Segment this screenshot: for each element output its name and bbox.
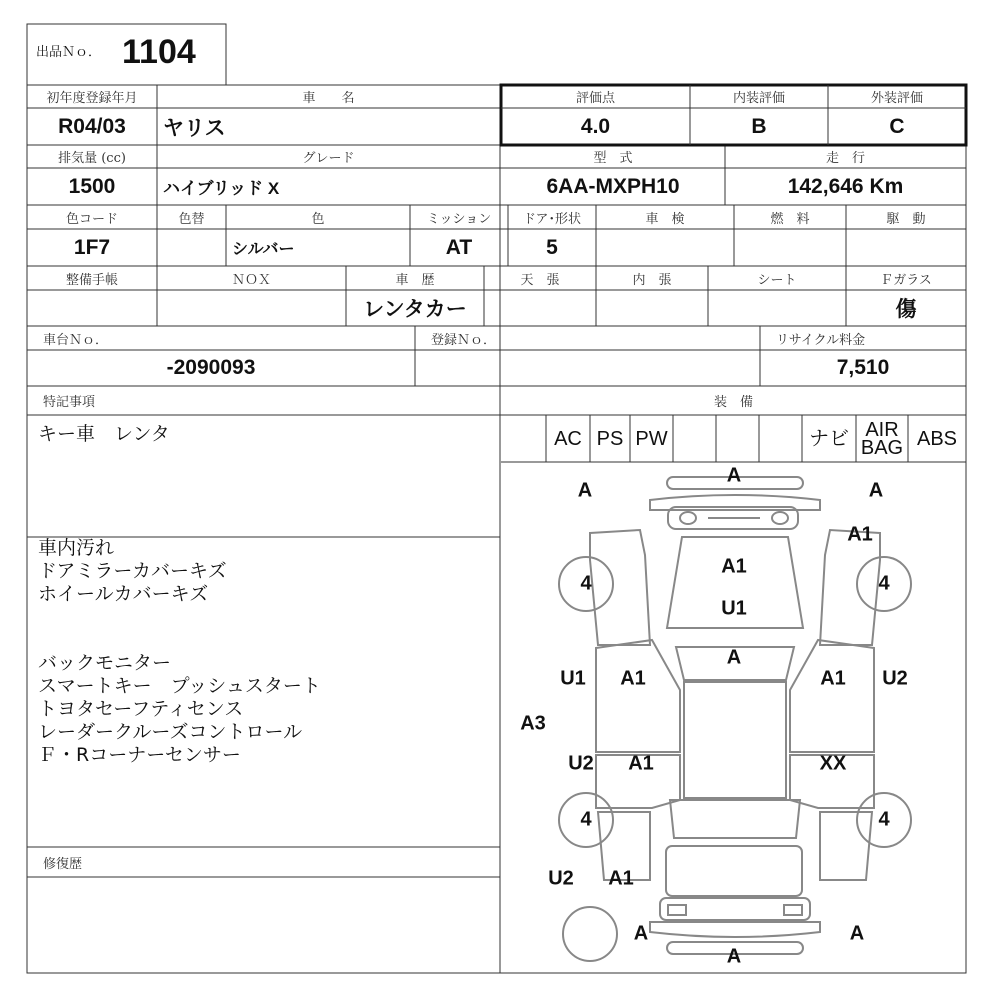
mileage-label: 走 行 (825, 151, 865, 166)
nox-label: ＮＯＸ (231, 272, 271, 288)
mark-left-rear-door-inner: A1 (628, 752, 654, 775)
fglass-value: 傷 (895, 298, 917, 321)
reg-date-label: 初年度登録年月 (46, 91, 138, 106)
tire-rear-right: 4 (878, 808, 890, 831)
mileage-value: 142,646 Km (787, 174, 904, 198)
ceiling-value (484, 290, 596, 326)
mission-value: AT (445, 235, 473, 259)
equip-abs: ABS (916, 427, 958, 450)
inner-trim-label: 内 張 (632, 272, 672, 288)
mark-front-bumper: A (726, 464, 742, 487)
mark-windshield: A (726, 646, 742, 669)
equip-blank-4 (759, 415, 802, 462)
inner-trim-value (596, 290, 708, 326)
colorcode-label: 色コード (65, 211, 118, 227)
mark-front-right-corner: A (868, 479, 884, 502)
notes-block2: 車内汚れ ドアミラーカバーキズ ホイールカバーキズ バックモニター スマートキー プッシュスタート トヨタセーフティセンス レーダークルーズコントロール Ｆ・Rコーナーセンサー (38, 537, 321, 766)
equip-blank-1 (501, 415, 546, 462)
fuel-value (734, 229, 846, 266)
recolor-label: 色替 (178, 211, 205, 227)
maint-value (27, 290, 157, 326)
recolor-value (157, 229, 226, 266)
chassis-value: -2090093 (166, 356, 256, 379)
car-name-value: ヤリス (163, 116, 226, 140)
interior-label: 内装評価 (732, 91, 785, 106)
seat-label: シート (757, 272, 797, 288)
exterior-value: C (889, 114, 905, 138)
regno-label: 登録Ｎｏ． (431, 332, 497, 348)
mark-left-front-door-outer: U1 (560, 667, 586, 690)
exterior-label: 外装評価 (870, 91, 923, 106)
tire-front-right: 4 (878, 572, 890, 595)
mark-right-fender-top: A1 (847, 523, 873, 546)
seat-value (708, 290, 846, 326)
model-label: 型 式 (593, 151, 633, 166)
mark-left-rear-door-outer: U2 (568, 752, 594, 775)
score-label: 評価点 (575, 91, 615, 106)
inspection-value (596, 229, 734, 266)
history-label: 車 歴 (395, 272, 435, 288)
car-name-label: 車 名 (302, 91, 355, 106)
equip-blank-3 (716, 415, 759, 462)
lot-label: 出品Ｎｏ． (36, 44, 102, 60)
door-label: ドア･形状 (522, 211, 582, 227)
mark-right-front-door-inner: A1 (820, 667, 846, 690)
reg-date-value: R04/03 (58, 114, 126, 138)
mark-rear-bumper: A (726, 945, 742, 968)
fuel-label: 燃 料 (770, 211, 810, 227)
equip-ac: AC (554, 427, 582, 450)
mark-rear-right-corner: A (849, 922, 865, 945)
mark-left-rear-quarter-inner: A1 (608, 867, 634, 890)
notes-line1: キー車 レンタ (38, 423, 170, 445)
drive-value (846, 229, 966, 266)
mark-hood-2: U1 (721, 597, 747, 620)
interior-value: B (751, 114, 767, 138)
equip-navi: ナビ (809, 427, 849, 450)
repair-value (27, 877, 500, 973)
recycle-value: 7,510 (836, 356, 890, 379)
color-label: 色 (311, 211, 325, 227)
ceiling-label: 天 張 (520, 272, 560, 288)
nox-value (157, 290, 346, 326)
inspection-label: 車 検 (645, 211, 685, 227)
equip-pw: PW (635, 427, 668, 450)
score-value: 4.0 (580, 114, 611, 138)
recycle-label: リサイクル料金 (776, 332, 866, 348)
chassis-label: 車台Ｎｏ． (43, 332, 109, 348)
color-value: シルバー (232, 241, 295, 258)
regno-value (415, 350, 760, 386)
maint-label: 整備手帳 (65, 272, 118, 288)
repair-label: 修復歴 (43, 856, 83, 872)
mark-left-front-door-inner: A1 (620, 667, 646, 690)
mission-label: ミッション (426, 211, 492, 227)
mark-front-left-corner: A (577, 479, 593, 502)
lot-number: 1104 (122, 32, 196, 71)
tire-front-left: 4 (580, 572, 592, 595)
equip-blank-2 (673, 415, 716, 462)
model-value: 6AA-MXPH10 (546, 174, 680, 198)
equipment-label: 装 備 (713, 395, 753, 410)
mark-rear-left-corner: A (633, 922, 649, 945)
equip-ps: PS (596, 427, 624, 450)
door-value: 5 (546, 235, 558, 259)
mark-right-front-door-outer: U2 (882, 667, 908, 690)
tire-rear-left: 4 (580, 808, 592, 831)
grade-label: グレード (302, 151, 355, 166)
grade-value: ハイブリッド X (163, 179, 280, 198)
history-value: レンタカー (363, 298, 467, 321)
cc-label: 排気量 (cc) (58, 151, 126, 166)
mark-left-side: A3 (520, 712, 546, 735)
cc-value: 1500 (68, 174, 116, 198)
drive-label: 駆 動 (886, 211, 926, 227)
mark-hood-1: A1 (721, 555, 747, 578)
mark-right-rear-door: XX (819, 752, 847, 775)
notes-label: 特記事項 (43, 395, 96, 410)
mark-left-rear-quarter-outer: U2 (548, 867, 574, 890)
equip-airbag: AIR BAG (860, 418, 904, 459)
fglass-label: Ｆガラス (880, 272, 932, 288)
colorcode-value: 1F7 (73, 235, 111, 259)
